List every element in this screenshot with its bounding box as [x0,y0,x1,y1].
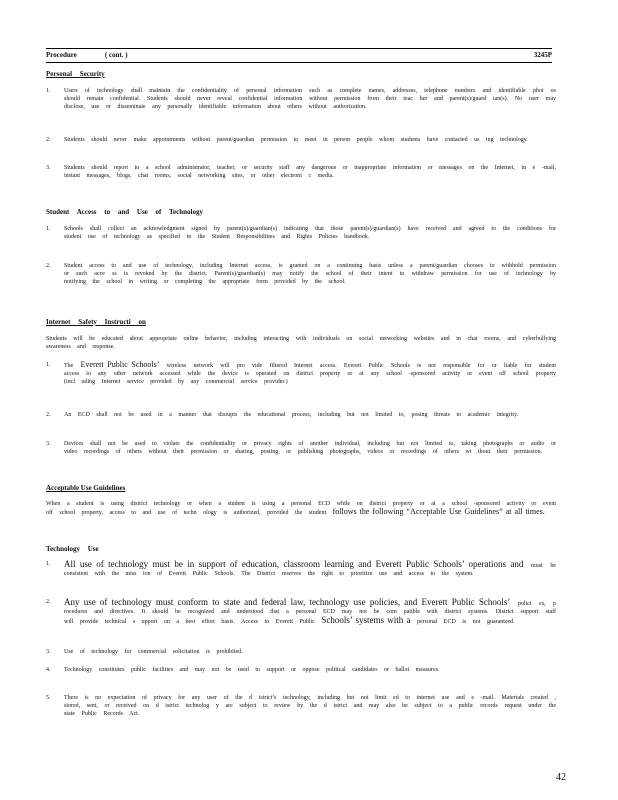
section-heading-acceptable-use: Acceptable Use Guidelines [46,484,126,492]
list-item [46,666,556,674]
procedure-label: Procedure [46,51,77,59]
header-bottom-rule [46,62,552,63]
item-text: Student access to and use of technology, including Internet access, is granted on a continuing basis unless a parent/guardian chooses to withhold permission or such acce ss is revoked by the district. Parent(s)/guardian(s) may notify the school of their intent to withdraw permission for use of technology by notifying the school in writing or completing the appropriate form provided by the school. [64,263,556,286]
internet-safety-intro: Students will be educated about appropriate online behavior, including interacting with individuals on social networking websites and in chat rooms, and cyberbullying awareness and response. [46,336,556,351]
item-lead: Any use of technology must conform to state and federal law, technology use policies, and Everett Public Schools’ [64,597,511,607]
item-number: 5. [46,695,51,701]
item-text: Schools shall collect an acknowledgment signed by parent(s)/guardian(s) indicating that those parent(s)/guardian(s) have received and agreed to the conditions for student use of technology as specified in the Student Responsibilities and Rights Policies handbook. [64,226,556,241]
item-text: Students should report to a school administrator, teacher, or security staff any dangerous or inappropriate information or messages on the Internet, in e -mail, instant messages, blogs, chat rooms, social networking sites, or other electroni c media. [64,165,556,180]
list-item [46,225,556,241]
item-number: 1. [46,226,51,232]
item-prefix: The [64,363,74,369]
item-text: Students should never make appointments without parent/guardian permission to meet in person people whom students have contacted us ing technology. [64,137,528,143]
header-top-rule [46,48,552,49]
item-number: 3. [46,441,51,447]
continued-label: ( cont. ) [104,51,128,59]
item-text: An ECD shall not be used in a manner that disrupts the educational process, including but not limited to, posing threats to academic integrity. [64,412,519,418]
list-item [46,361,556,387]
list-item [46,598,556,627]
list-item [46,136,556,144]
district-name: Everett Public Schools’ [80,360,160,369]
acceptable-use-tail: follows the following “Acceptable Use Guidelines” at all times. [332,507,545,517]
item-number: 2. [46,137,51,143]
item-text: There is no expectation of privacy for any user of the d istrict’s technology, including but not limit ed to internet use and e -mail. Materials created , stored, sent, or received on d istrict technolog y are subject to review by the d istrict and may also be subject to a public records request under the state Public Records Act. [64,695,556,718]
section-heading-internet-safety: Internet Safety Instructi on [46,318,146,326]
item-text: Users of technology shall maintain the confidentiality of personal information such as complete names, addresses, telephone numbers and identifiable phot os should remain confidential. Students should never reveal confidential information without permission from their teac her and parent(s)/guard ian(s). No user may disclose, use or disseminate any personally identifiable information about others without authorization. [64,88,556,111]
item-number: 2. [46,263,51,269]
list-item [46,648,556,656]
item-text: Use of technology for commercial solicitation is prohibited. [64,649,243,655]
item-text: polici es, p rocedures and directives. It should be recognized and understood that a personal ECD may not be com patible with district systems. District support staff will provide technical s upport on a best effort basis. Access to Everett Public [64,601,556,626]
list-item [46,560,556,578]
list-item [46,411,556,419]
item-number: 3. [46,649,51,655]
policy-code: 3245P [533,51,552,59]
item-number: 1. [46,561,51,567]
item-tail: Schools’ systems with a [321,615,411,626]
item-tail-text: personal ECD is not guaranteed. [410,619,515,626]
acceptable-use-paragraph [46,500,556,517]
section-heading-personal-security: Personal Security [46,70,105,78]
item-lead: All use of technology must be in support of education, classroom learning and Everett Public Schools’ operations and [64,559,524,569]
item-text: must be consistent with the miss ion of Everett Public Schools. The District reserves the right to prioritize use and access to the system. [64,563,557,578]
item-number: 1. [46,362,51,368]
list-item [46,262,556,287]
item-number: 2. [46,599,51,605]
page-number: 42 [556,772,566,783]
item-text: wireless network will pro vide filtered Internet access. Everett Public Schools is not responsible for or liable for student access to any other network accessed while the device is operated on district property or at any school -sponsored activity or event off school property (incl uding Internet service provided by any commercial service provider.) [64,363,557,386]
list-item [46,164,556,180]
list-item [46,694,556,719]
section-heading-student-access: Student Access to and Use of Technology [46,208,203,216]
item-text: Devices shall not be used to violate the confidentiality or privacy rights of another individual, including but not limited to, taking photographs or audio or video recordings of others without their permission or sharing, posting, or publishing photographs, videos or recordings of others wi thout their permission. [64,441,556,456]
item-number: 4. [46,667,51,673]
list-item [46,440,556,456]
item-number: 2. [46,412,51,418]
item-text: Technology constitutes public facilities and may not be used to support or oppose political candidates or ballot measures. [64,667,440,673]
item-number: 3. [46,165,51,171]
item-number: 1. [46,88,51,94]
header-row [46,51,552,59]
section-heading-technology-use: Technology Use [46,545,99,553]
acceptable-use-text: When a student is using district technology or when a student is using a personal ECD while on district property or at a school -sponsored activity or event off school property, access to and use of techn ology is authorized, provided the student [46,501,556,517]
list-item [46,87,556,112]
